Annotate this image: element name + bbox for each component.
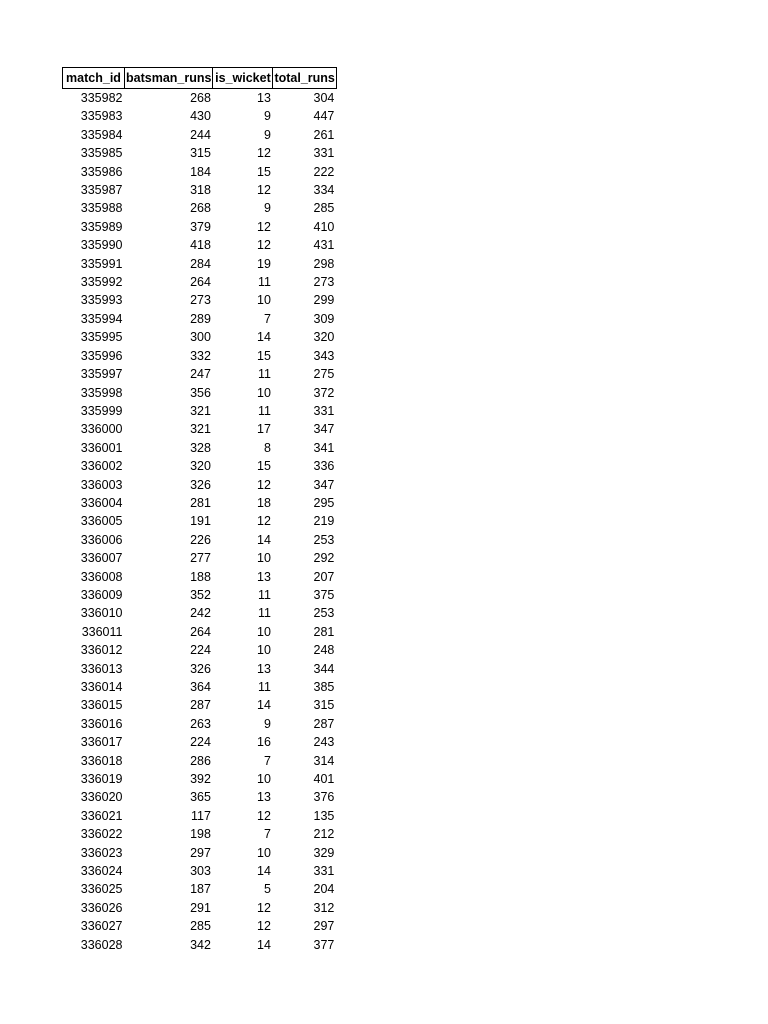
table-row — [63, 218, 337, 236]
batsman-runs-cell[interactable]: 187 — [190, 882, 211, 897]
total-runs-cell[interactable]: 219 — [313, 514, 335, 529]
table-row — [63, 807, 337, 825]
batsman-runs-cell[interactable]: 184 — [190, 164, 211, 179]
table-row — [63, 715, 337, 733]
is-wicket-cell[interactable]: 14 — [257, 937, 271, 952]
table-row — [63, 568, 337, 586]
match-id-cell[interactable]: 336004 — [80, 495, 123, 510]
total-runs-cell[interactable]: 331 — [313, 864, 335, 879]
table-row — [63, 291, 337, 309]
table-row — [63, 660, 337, 678]
match-id-cell[interactable]: 336001 — [80, 440, 123, 455]
total-runs-cell[interactable]: 297 — [313, 919, 335, 934]
table-row — [63, 144, 337, 162]
total-runs-cell[interactable]: 329 — [313, 845, 335, 860]
is-wicket-cell[interactable]: 11 — [257, 606, 271, 621]
match-id-cell[interactable]: 335996 — [80, 348, 123, 363]
is-wicket-cell[interactable]: 11 — [257, 367, 271, 382]
batsman-runs-cell[interactable]: 326 — [190, 661, 211, 676]
table-row — [63, 586, 337, 604]
total-runs-cell[interactable]: 315 — [313, 698, 335, 713]
batsman-runs-cell[interactable]: 289 — [190, 311, 211, 326]
is-wicket-cell[interactable]: 12 — [257, 219, 271, 234]
batsman-runs-cell[interactable]: 326 — [190, 477, 211, 492]
total-runs-cell[interactable]: 287 — [313, 716, 335, 731]
batsman-runs-cell[interactable]: 328 — [190, 440, 211, 455]
match-id-cell[interactable]: 336014 — [80, 680, 123, 694]
is-wicket-cell[interactable]: 14 — [257, 864, 271, 879]
header-is-wicket[interactable]: is_wicket — [213, 68, 273, 89]
match-id-cell[interactable]: 336010 — [80, 606, 123, 621]
total-runs-cell[interactable]: 298 — [313, 256, 335, 271]
match-id-cell[interactable]: 336024 — [80, 864, 123, 879]
is-wicket-cell[interactable]: 12 — [257, 808, 271, 823]
header-batsman-runs[interactable]: batsman_runs — [125, 68, 213, 89]
table-row — [63, 402, 337, 420]
header-total-runs[interactable]: total_runs — [273, 68, 336, 89]
total-runs-cell[interactable]: 295 — [313, 495, 335, 510]
total-runs-cell[interactable]: 341 — [313, 440, 335, 455]
total-runs-cell[interactable]: 336 — [313, 459, 335, 474]
is-wicket-cell[interactable]: 11 — [257, 680, 271, 694]
is-wicket-cell[interactable]: 18 — [257, 495, 271, 510]
batsman-runs-cell[interactable]: 244 — [190, 127, 211, 142]
match-id-cell[interactable]: 336015 — [80, 698, 123, 713]
match-id-cell[interactable]: 336013 — [80, 661, 123, 676]
total-runs-cell[interactable]: 312 — [313, 900, 335, 915]
total-runs-cell[interactable]: 401 — [313, 772, 335, 787]
is-wicket-cell[interactable]: 10 — [257, 293, 271, 308]
table-row — [63, 365, 337, 383]
batsman-runs-cell[interactable]: 297 — [190, 845, 211, 860]
match-id-cell[interactable]: 336017 — [80, 735, 123, 750]
total-runs-cell[interactable]: 344 — [313, 661, 335, 676]
total-runs-cell[interactable]: 204 — [313, 882, 335, 897]
batsman-runs-cell[interactable]: 332 — [190, 348, 211, 363]
batsman-runs-cell[interactable]: 418 — [190, 238, 211, 253]
batsman-runs-cell[interactable]: 285 — [190, 919, 211, 934]
match-id-cell[interactable]: 336023 — [80, 845, 123, 860]
table-row — [63, 770, 337, 788]
total-runs-cell[interactable]: 375 — [313, 587, 335, 602]
match-id-cell[interactable]: 335986 — [80, 164, 123, 179]
data-table — [62, 67, 337, 954]
is-wicket-cell[interactable]: 11 — [257, 587, 271, 602]
match-id-cell[interactable]: 335988 — [80, 201, 123, 216]
match-id-cell[interactable]: 335998 — [80, 385, 123, 400]
match-id-cell[interactable]: 335992 — [80, 275, 123, 290]
match-id-cell[interactable]: 336019 — [80, 772, 123, 787]
match-id-cell[interactable]: 335982 — [80, 91, 123, 105]
batsman-runs-cell[interactable]: 191 — [190, 514, 211, 529]
total-runs-cell[interactable]: 347 — [313, 422, 335, 437]
table-row — [63, 494, 337, 512]
batsman-runs-cell[interactable]: 291 — [190, 900, 211, 915]
is-wicket-cell[interactable]: 17 — [257, 422, 271, 437]
total-runs-cell[interactable]: 431 — [313, 238, 335, 253]
batsman-runs-cell[interactable]: 321 — [190, 422, 211, 437]
total-runs-cell[interactable]: 385 — [313, 680, 335, 694]
match-id-cell[interactable]: 336005 — [80, 514, 123, 529]
total-runs-cell[interactable]: 253 — [313, 606, 335, 621]
total-runs-cell[interactable]: 248 — [313, 643, 335, 658]
table-row — [63, 733, 337, 751]
table-row — [63, 126, 337, 144]
total-runs-cell[interactable]: 273 — [313, 275, 335, 290]
is-wicket-cell[interactable]: 10 — [257, 643, 271, 658]
is-wicket-cell[interactable]: 13 — [257, 569, 271, 584]
is-wicket-cell[interactable]: 13 — [257, 661, 271, 676]
is-wicket-cell[interactable]: 11 — [257, 403, 271, 418]
match-id-cell[interactable]: 336003 — [80, 477, 123, 492]
total-runs-cell[interactable]: 376 — [313, 790, 335, 805]
batsman-runs-cell[interactable]: 224 — [190, 735, 211, 750]
table-row — [63, 549, 337, 567]
table-row — [63, 420, 337, 438]
match-id-cell[interactable]: 336022 — [80, 827, 123, 842]
table-row — [63, 752, 337, 770]
total-runs-cell[interactable]: 343 — [313, 348, 335, 363]
match-id-cell[interactable]: 336007 — [80, 551, 123, 566]
match-id-cell[interactable]: 336027 — [80, 919, 123, 934]
batsman-runs-cell[interactable]: 284 — [190, 256, 211, 271]
total-runs-cell[interactable]: 243 — [313, 735, 335, 750]
batsman-runs-cell[interactable]: 277 — [190, 551, 211, 566]
total-runs-cell[interactable]: 331 — [313, 403, 335, 418]
batsman-runs-cell[interactable]: 264 — [190, 624, 211, 639]
table-row — [63, 236, 337, 254]
table-row — [63, 880, 337, 898]
match-id-cell[interactable]: 335987 — [80, 183, 123, 198]
batsman-runs-cell[interactable]: 286 — [190, 753, 211, 768]
is-wicket-cell[interactable]: 12 — [257, 900, 271, 915]
match-id-cell[interactable]: 335995 — [80, 330, 123, 345]
table-row — [63, 89, 337, 108]
total-runs-cell[interactable]: 299 — [313, 293, 335, 308]
is-wicket-cell[interactable]: 14 — [257, 532, 271, 547]
is-wicket-cell[interactable]: 9 — [264, 201, 271, 216]
batsman-runs-cell[interactable]: 226 — [190, 532, 211, 547]
is-wicket-cell[interactable]: 9 — [264, 127, 271, 142]
is-wicket-cell[interactable]: 15 — [257, 164, 271, 179]
table-row — [63, 255, 337, 273]
total-runs-cell[interactable]: 222 — [313, 164, 335, 179]
total-runs-cell[interactable]: 372 — [313, 385, 335, 400]
batsman-runs-cell[interactable]: 263 — [190, 716, 211, 731]
match-id-cell[interactable]: 336021 — [80, 808, 123, 823]
table-row — [63, 107, 337, 125]
total-runs-cell[interactable]: 410 — [313, 219, 335, 234]
batsman-runs-cell[interactable]: 247 — [190, 367, 211, 382]
table-row — [63, 199, 337, 217]
is-wicket-cell[interactable]: 14 — [257, 330, 271, 345]
match-id-cell[interactable]: 336025 — [80, 882, 123, 897]
table-row — [63, 696, 337, 714]
batsman-runs-cell[interactable]: 320 — [190, 459, 211, 474]
total-runs-cell[interactable]: 285 — [313, 201, 335, 216]
is-wicket-cell[interactable]: 10 — [257, 551, 271, 566]
total-runs-cell[interactable]: 207 — [313, 569, 335, 584]
total-runs-cell[interactable]: 275 — [313, 367, 335, 382]
is-wicket-cell[interactable]: 10 — [257, 624, 271, 639]
is-wicket-cell[interactable]: 10 — [257, 385, 271, 400]
batsman-runs-cell[interactable]: 268 — [190, 91, 211, 105]
is-wicket-cell[interactable]: 12 — [257, 238, 271, 253]
table-row — [63, 181, 337, 199]
total-runs-cell[interactable]: 281 — [313, 624, 335, 639]
batsman-runs-cell[interactable]: 364 — [190, 680, 211, 694]
is-wicket-cell[interactable]: 11 — [257, 275, 271, 290]
is-wicket-cell[interactable]: 14 — [257, 698, 271, 713]
match-id-cell[interactable]: 336006 — [80, 532, 123, 547]
is-wicket-cell[interactable]: 13 — [257, 91, 271, 105]
match-id-cell[interactable]: 335991 — [80, 256, 123, 271]
batsman-runs-cell[interactable]: 342 — [190, 937, 211, 952]
match-id-cell[interactable]: 335993 — [80, 293, 123, 308]
is-wicket-cell[interactable]: 7 — [264, 311, 271, 326]
table-row — [63, 917, 337, 935]
is-wicket-cell[interactable]: 12 — [257, 183, 271, 198]
batsman-runs-cell[interactable]: 430 — [190, 109, 211, 124]
table-row — [63, 347, 337, 365]
total-runs-cell[interactable]: 314 — [313, 753, 335, 768]
table-row — [63, 936, 337, 954]
batsman-runs-cell[interactable]: 242 — [190, 606, 211, 621]
match-id-cell[interactable]: 336009 — [80, 587, 123, 602]
batsman-runs-cell[interactable]: 365 — [190, 790, 211, 805]
table-row — [63, 384, 337, 402]
match-id-cell[interactable]: 335989 — [80, 219, 123, 234]
is-wicket-cell[interactable]: 7 — [264, 827, 271, 842]
table-row — [63, 899, 337, 917]
batsman-runs-cell[interactable]: 321 — [190, 403, 211, 418]
header-row — [63, 68, 337, 89]
match-id-cell[interactable]: 336002 — [80, 459, 123, 474]
table-row — [63, 604, 337, 622]
table-row — [63, 825, 337, 843]
match-id-cell[interactable]: 336008 — [80, 569, 123, 584]
table-row — [63, 476, 337, 494]
is-wicket-cell[interactable]: 10 — [257, 772, 271, 787]
total-runs-cell[interactable]: 292 — [313, 551, 335, 566]
is-wicket-cell[interactable]: 15 — [257, 459, 271, 474]
batsman-runs-cell[interactable]: 303 — [190, 864, 211, 879]
table-row — [63, 788, 337, 806]
match-id-cell[interactable]: 336012 — [80, 643, 123, 658]
table-row — [63, 862, 337, 880]
batsman-runs-cell[interactable]: 318 — [190, 183, 211, 198]
batsman-runs-cell[interactable]: 392 — [190, 772, 211, 787]
table-row — [63, 163, 337, 181]
batsman-runs-cell[interactable]: 315 — [190, 146, 211, 161]
is-wicket-cell[interactable]: 7 — [264, 753, 271, 768]
batsman-runs-cell[interactable]: 356 — [190, 385, 211, 400]
is-wicket-cell[interactable]: 10 — [257, 845, 271, 860]
table-row — [63, 512, 337, 530]
match-id-cell[interactable]: 335997 — [80, 367, 123, 382]
table-body — [63, 89, 337, 955]
is-wicket-cell[interactable]: 5 — [264, 882, 271, 897]
is-wicket-cell[interactable]: 15 — [257, 348, 271, 363]
match-id-cell[interactable]: 336016 — [80, 716, 123, 731]
table-row — [63, 310, 337, 328]
match-id-cell[interactable]: 336020 — [80, 790, 123, 805]
is-wicket-cell[interactable]: 19 — [257, 256, 271, 271]
match-id-cell[interactable]: 335984 — [80, 127, 123, 142]
is-wicket-cell[interactable]: 12 — [257, 919, 271, 934]
total-runs-cell[interactable]: 261 — [313, 127, 335, 142]
batsman-runs-cell[interactable]: 198 — [190, 827, 211, 842]
is-wicket-cell[interactable]: 16 — [257, 735, 271, 750]
is-wicket-cell[interactable]: 12 — [257, 146, 271, 161]
batsman-runs-cell[interactable]: 287 — [190, 698, 211, 713]
batsman-runs-cell[interactable]: 117 — [191, 808, 211, 823]
table-row — [63, 641, 337, 659]
match-id-cell[interactable]: 336000 — [80, 422, 123, 437]
table-row — [63, 623, 337, 641]
match-id-cell[interactable]: 336011 — [81, 624, 123, 639]
total-runs-cell[interactable]: 135 — [313, 808, 335, 823]
table-row — [63, 328, 337, 346]
match-id-cell[interactable]: 335983 — [80, 109, 123, 124]
batsman-runs-cell[interactable]: 224 — [190, 643, 211, 658]
table-row — [63, 439, 337, 457]
total-runs-cell[interactable]: 331 — [313, 146, 335, 161]
batsman-runs-cell[interactable]: 352 — [190, 587, 211, 602]
batsman-runs-cell[interactable]: 273 — [190, 293, 211, 308]
is-wicket-cell[interactable]: 13 — [257, 790, 271, 805]
is-wicket-cell[interactable]: 9 — [264, 716, 271, 731]
total-runs-cell[interactable]: 320 — [313, 330, 335, 345]
match-id-cell[interactable]: 335990 — [80, 238, 123, 253]
match-id-cell[interactable]: 335985 — [80, 146, 123, 161]
batsman-runs-cell[interactable]: 188 — [190, 569, 211, 584]
batsman-runs-cell[interactable]: 300 — [190, 330, 211, 345]
batsman-runs-cell[interactable]: 379 — [190, 219, 211, 234]
spreadsheet-sheet — [62, 67, 337, 954]
total-runs-cell[interactable]: 309 — [313, 311, 335, 326]
total-runs-cell[interactable]: 347 — [313, 477, 335, 492]
total-runs-cell[interactable]: 334 — [313, 183, 335, 198]
match-id-cell[interactable]: 335999 — [80, 403, 123, 418]
batsman-runs-cell[interactable]: 264 — [190, 275, 211, 290]
total-runs-cell[interactable]: 377 — [313, 937, 335, 952]
match-id-cell[interactable]: 336018 — [80, 753, 123, 768]
is-wicket-cell[interactable]: 9 — [264, 109, 271, 124]
batsman-runs-cell[interactable]: 268 — [190, 201, 211, 216]
batsman-runs-cell[interactable]: 281 — [190, 495, 211, 510]
total-runs-cell[interactable]: 212 — [313, 827, 335, 842]
match-id-cell[interactable]: 336026 — [80, 900, 123, 915]
table-row — [63, 678, 337, 696]
table-row — [63, 273, 337, 291]
total-runs-cell[interactable]: 253 — [313, 532, 335, 547]
is-wicket-cell[interactable]: 12 — [257, 514, 271, 529]
header-match-id[interactable]: match_id — [63, 68, 125, 89]
match-id-cell[interactable]: 335994 — [80, 311, 123, 326]
match-id-cell[interactable]: 336028 — [80, 937, 123, 952]
total-runs-cell[interactable]: 304 — [313, 91, 335, 105]
table-row — [63, 844, 337, 862]
total-runs-cell[interactable]: 447 — [313, 109, 335, 124]
table-row — [63, 531, 337, 549]
table-row — [63, 457, 337, 475]
is-wicket-cell[interactable]: 8 — [264, 440, 271, 455]
is-wicket-cell[interactable]: 12 — [257, 477, 271, 492]
